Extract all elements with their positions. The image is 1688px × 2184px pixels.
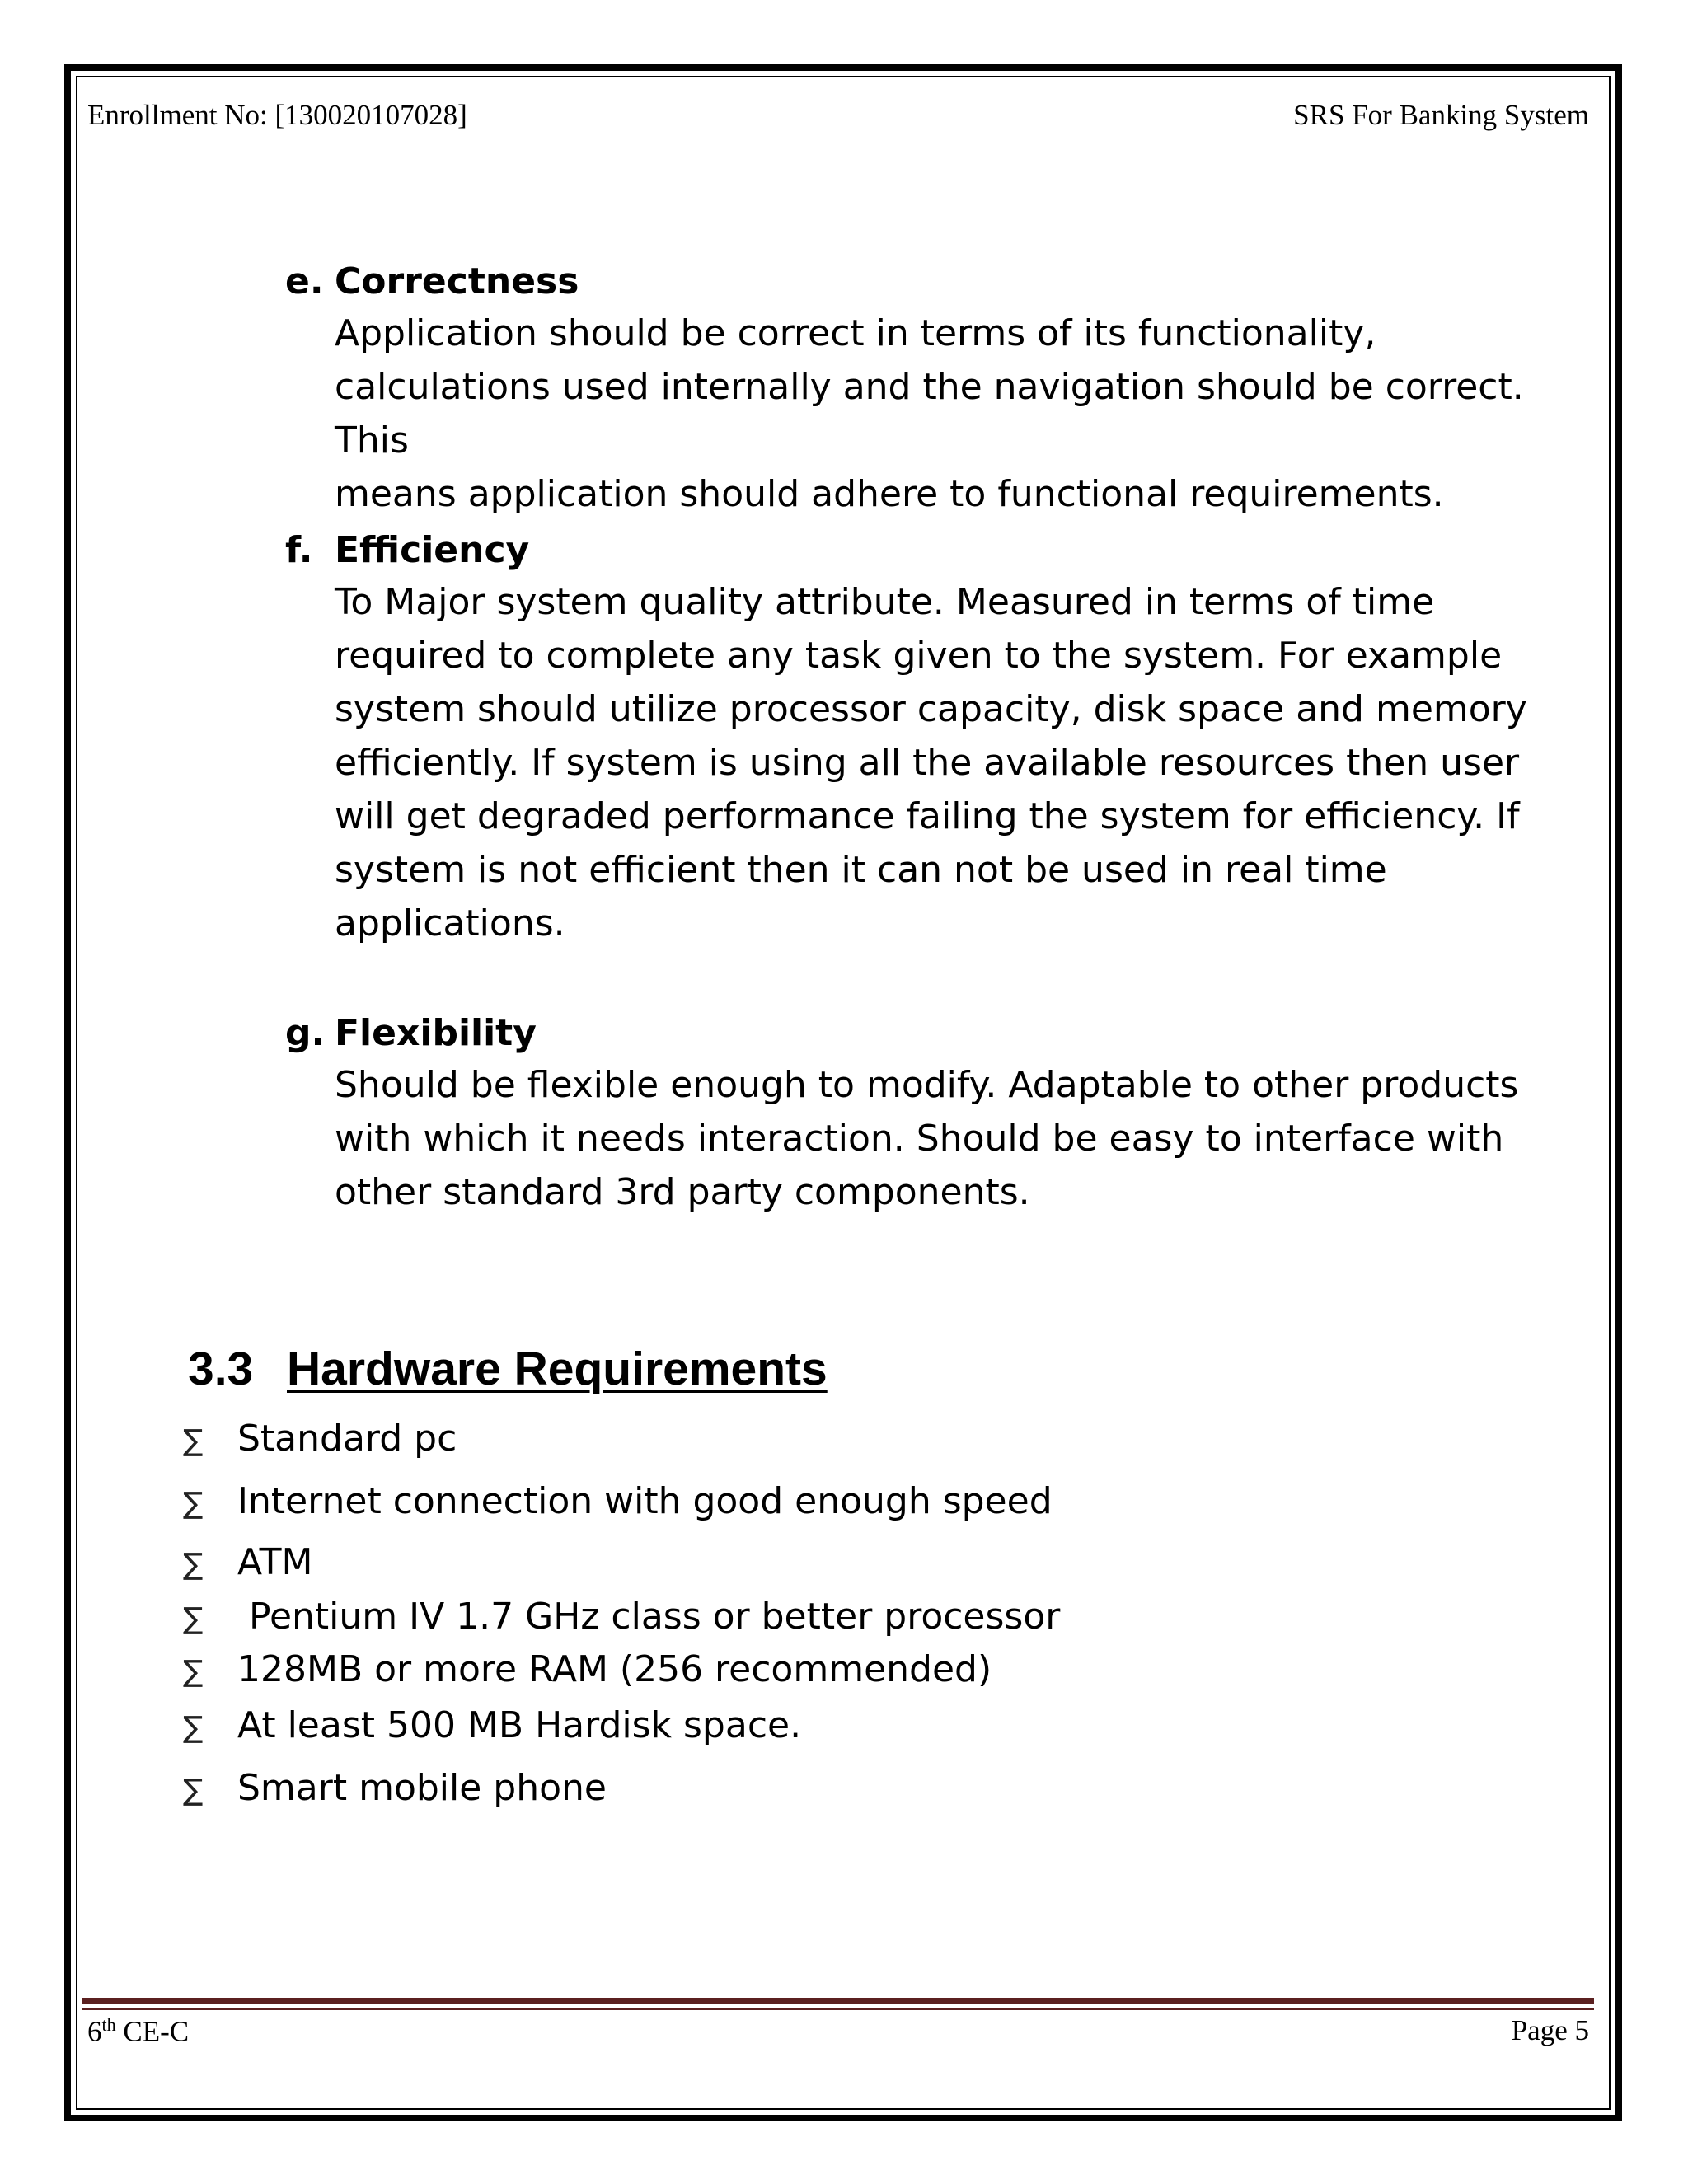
item-correctness [285, 257, 1604, 521]
item-title [285, 257, 1604, 307]
list-item [183, 1538, 313, 1590]
list-item-text: 128MB or more RAM (256 recommended) [237, 1648, 992, 1690]
section-title: Hardware Requirements [287, 1343, 828, 1395]
footer-page-number: Page 5 [1511, 2014, 1589, 2046]
header-doc-title: SRS For Banking System [1293, 99, 1589, 131]
sigma-bullet-icon: ∑ [183, 1424, 204, 1458]
footer-rule [82, 1998, 1594, 2004]
list-item-text: Pentium IV 1.7 GHz class or better processor [237, 1596, 1061, 1638]
item-letter: g. [285, 1012, 326, 1054]
footer-class [87, 2014, 189, 2049]
footer-class-name: CE-C [115, 2015, 190, 2048]
list-item [183, 1764, 607, 1816]
list-item [183, 1701, 801, 1753]
item-flexibility [285, 1009, 1604, 1219]
list-item [183, 1645, 992, 1697]
sigma-bullet-icon: ∑ [183, 1487, 204, 1521]
list-item-text: ATM [237, 1541, 313, 1583]
item-title [285, 526, 1604, 575]
footer-rule-thin [82, 2008, 1594, 2010]
footer-semester-suffix: th [101, 2014, 116, 2035]
item-letter: f. [285, 529, 313, 571]
item-heading: Efficiency [335, 529, 530, 571]
item-title [285, 1009, 1604, 1058]
item-heading: Correctness [335, 260, 579, 302]
list-item-text: Standard pc [237, 1418, 457, 1460]
item-efficiency [285, 526, 1604, 950]
item-letter: e. [285, 260, 324, 302]
list-item [183, 1414, 457, 1466]
list-item [183, 1592, 1060, 1644]
sigma-bullet-icon: ∑ [183, 1602, 204, 1636]
item-heading: Flexibility [335, 1012, 537, 1054]
section-number: 3.3 [188, 1343, 254, 1395]
header-enrollment: Enrollment No: [130020107028] [87, 99, 467, 131]
footer-semester: 6 [87, 2015, 102, 2048]
list-item-text: At least 500 MB Hardisk space. [237, 1704, 802, 1746]
sigma-bullet-icon: ∑ [183, 1655, 204, 1689]
sigma-bullet-icon: ∑ [183, 1711, 204, 1745]
item-body: Should be flexible enough to modify. Adaptable to other products with which it needs interaction. Should be easy to interface with other standard 3rd party components. [335, 1064, 1519, 1213]
item-body: To Major system quality attribute. Measured in terms of time required to complete any task given to the system. For example system should utilize processor capacity, disk space and memory efficiently. If system is using all the available resources then user will get degraded performance failing the system for efficiency. If system is not efficient then it can not be used in real time applications. [335, 581, 1527, 944]
item-body: Application should be correct in terms of its functionality, calculations used internally and the navigation should be correct. This means application should adhere to functional requirements. [335, 312, 1524, 515]
sigma-bullet-icon: ∑ [183, 1548, 204, 1582]
sigma-bullet-icon: ∑ [183, 1774, 204, 1807]
section-heading [188, 1342, 828, 1396]
list-item-text: Smart mobile phone [237, 1767, 607, 1809]
list-item-text: Internet connection with good enough speed [237, 1480, 1053, 1522]
list-item [183, 1477, 1053, 1529]
